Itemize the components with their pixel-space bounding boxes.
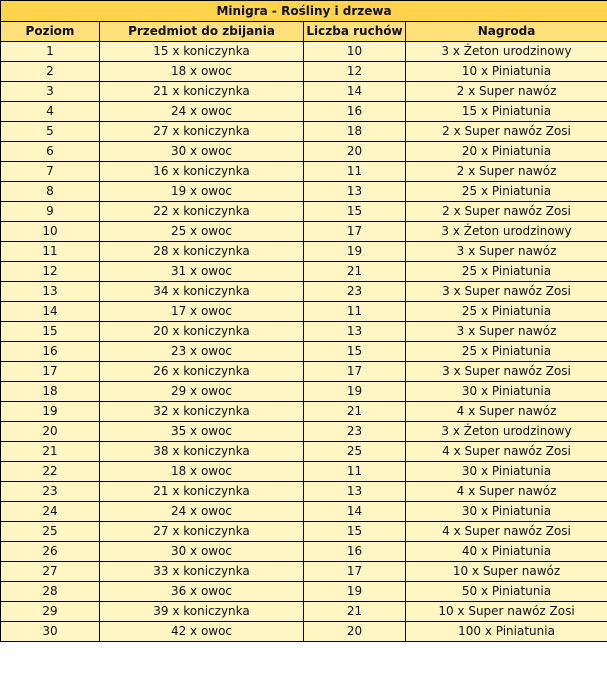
cell-item: 27 x koniczynka	[100, 522, 304, 542]
cell-reward: 3 x Żeton urodzinowy	[406, 222, 607, 242]
cell-level: 4	[1, 102, 100, 122]
table-row	[1, 222, 607, 242]
cell-item: 33 x koniczynka	[100, 562, 304, 582]
cell-reward: 30 x Piniatunia	[406, 462, 607, 482]
cell-reward: 25 x Piniatunia	[406, 262, 607, 282]
cell-reward: 10 x Super nawóz	[406, 562, 607, 582]
cell-level: 19	[1, 402, 100, 422]
cell-moves: 19	[304, 382, 406, 402]
cell-reward: 40 x Piniatunia	[406, 542, 607, 562]
cell-moves: 15	[304, 342, 406, 362]
cell-level: 27	[1, 562, 100, 582]
cell-reward: 3 x Żeton urodzinowy	[406, 422, 607, 442]
cell-item: 24 x owoc	[100, 502, 304, 522]
cell-moves: 16	[304, 542, 406, 562]
cell-item: 15 x koniczynka	[100, 42, 304, 62]
cell-level: 25	[1, 522, 100, 542]
cell-item: 18 x owoc	[100, 62, 304, 82]
cell-reward: 4 x Super nawóz	[406, 402, 607, 422]
cell-moves: 21	[304, 402, 406, 422]
table-row	[1, 622, 607, 642]
cell-reward: 2 x Super nawóz Zosi	[406, 122, 607, 142]
table-row	[1, 142, 607, 162]
cell-item: 23 x owoc	[100, 342, 304, 362]
table-row	[1, 202, 607, 222]
cell-reward: 25 x Piniatunia	[406, 182, 607, 202]
cell-level: 15	[1, 322, 100, 342]
table-row	[1, 262, 607, 282]
cell-reward: 3 x Żeton urodzinowy	[406, 42, 607, 62]
table-row	[1, 242, 607, 262]
table-body	[1, 42, 607, 642]
cell-moves: 10	[304, 42, 406, 62]
cell-moves: 18	[304, 122, 406, 142]
cell-level: 1	[1, 42, 100, 62]
cell-moves: 17	[304, 362, 406, 382]
cell-item: 39 x koniczynka	[100, 602, 304, 622]
cell-item: 27 x koniczynka	[100, 122, 304, 142]
cell-level: 24	[1, 502, 100, 522]
cell-item: 42 x owoc	[100, 622, 304, 642]
cell-level: 16	[1, 342, 100, 362]
cell-moves: 19	[304, 242, 406, 262]
cell-moves: 13	[304, 182, 406, 202]
cell-reward: 20 x Piniatunia	[406, 142, 607, 162]
cell-moves: 13	[304, 482, 406, 502]
cell-item: 30 x owoc	[100, 542, 304, 562]
cell-reward: 30 x Piniatunia	[406, 502, 607, 522]
cell-reward: 3 x Super nawóz Zosi	[406, 362, 607, 382]
cell-level: 13	[1, 282, 100, 302]
cell-level: 8	[1, 182, 100, 202]
cell-item: 32 x koniczynka	[100, 402, 304, 422]
cell-item: 26 x koniczynka	[100, 362, 304, 382]
table-row	[1, 102, 607, 122]
cell-moves: 21	[304, 262, 406, 282]
cell-item: 34 x koniczynka	[100, 282, 304, 302]
table-row	[1, 62, 607, 82]
header-row	[1, 22, 607, 42]
table-row	[1, 42, 607, 62]
cell-item: 19 x owoc	[100, 182, 304, 202]
cell-level: 10	[1, 222, 100, 242]
cell-moves: 13	[304, 322, 406, 342]
cell-reward: 25 x Piniatunia	[406, 342, 607, 362]
table-row	[1, 402, 607, 422]
cell-moves: 15	[304, 202, 406, 222]
table-title: Minigra - Rośliny i drzewa	[1, 1, 607, 22]
cell-moves: 14	[304, 82, 406, 102]
table-row	[1, 382, 607, 402]
cell-moves: 12	[304, 62, 406, 82]
cell-reward: 4 x Super nawóz Zosi	[406, 442, 607, 462]
cell-moves: 23	[304, 282, 406, 302]
table-row	[1, 282, 607, 302]
cell-item: 36 x owoc	[100, 582, 304, 602]
table-row	[1, 582, 607, 602]
cell-reward: 3 x Super nawóz	[406, 322, 607, 342]
cell-level: 28	[1, 582, 100, 602]
cell-moves: 17	[304, 222, 406, 242]
cell-reward: 10 x Super nawóz Zosi	[406, 602, 607, 622]
cell-item: 29 x owoc	[100, 382, 304, 402]
table-row	[1, 82, 607, 102]
table-row	[1, 422, 607, 442]
cell-level: 2	[1, 62, 100, 82]
cell-moves: 17	[304, 562, 406, 582]
cell-level: 9	[1, 202, 100, 222]
cell-moves: 25	[304, 442, 406, 462]
cell-moves: 21	[304, 602, 406, 622]
cell-item: 17 x owoc	[100, 302, 304, 322]
cell-reward: 4 x Super nawóz	[406, 482, 607, 502]
table-row	[1, 462, 607, 482]
table-row	[1, 122, 607, 142]
cell-moves: 20	[304, 142, 406, 162]
cell-item: 16 x koniczynka	[100, 162, 304, 182]
table-row	[1, 342, 607, 362]
cell-item: 21 x koniczynka	[100, 82, 304, 102]
table-row	[1, 442, 607, 462]
cell-level: 30	[1, 622, 100, 642]
table-row	[1, 502, 607, 522]
cell-item: 35 x owoc	[100, 422, 304, 442]
table-row	[1, 362, 607, 382]
cell-reward: 3 x Super nawóz Zosi	[406, 282, 607, 302]
cell-level: 5	[1, 122, 100, 142]
cell-reward: 15 x Piniatunia	[406, 102, 607, 122]
table-row	[1, 302, 607, 322]
cell-moves: 20	[304, 622, 406, 642]
table-row	[1, 162, 607, 182]
cell-reward: 100 x Piniatunia	[406, 622, 607, 642]
cell-level: 12	[1, 262, 100, 282]
table-row	[1, 562, 607, 582]
cell-moves: 11	[304, 302, 406, 322]
table-row	[1, 322, 607, 342]
cell-item: 25 x owoc	[100, 222, 304, 242]
cell-item: 24 x owoc	[100, 102, 304, 122]
cell-item: 20 x koniczynka	[100, 322, 304, 342]
column-header-reward: Nagroda	[406, 22, 607, 42]
cell-item: 28 x koniczynka	[100, 242, 304, 262]
column-header-item: Przedmiot do zbijania	[100, 22, 304, 42]
cell-moves: 23	[304, 422, 406, 442]
cell-moves: 15	[304, 522, 406, 542]
cell-reward: 25 x Piniatunia	[406, 302, 607, 322]
table-row	[1, 482, 607, 502]
cell-reward: 10 x Piniatunia	[406, 62, 607, 82]
cell-item: 31 x owoc	[100, 262, 304, 282]
table-row	[1, 522, 607, 542]
cell-moves: 16	[304, 102, 406, 122]
cell-level: 17	[1, 362, 100, 382]
cell-reward: 2 x Super nawóz Zosi	[406, 202, 607, 222]
cell-item: 22 x koniczynka	[100, 202, 304, 222]
cell-level: 11	[1, 242, 100, 262]
cell-level: 14	[1, 302, 100, 322]
cell-reward: 4 x Super nawóz Zosi	[406, 522, 607, 542]
cell-reward: 2 x Super nawóz	[406, 162, 607, 182]
table-row	[1, 602, 607, 622]
cell-item: 38 x koniczynka	[100, 442, 304, 462]
cell-level: 6	[1, 142, 100, 162]
cell-level: 18	[1, 382, 100, 402]
table-row	[1, 542, 607, 562]
cell-moves: 11	[304, 462, 406, 482]
cell-reward: 2 x Super nawóz	[406, 82, 607, 102]
title-row	[1, 1, 607, 22]
table-row	[1, 182, 607, 202]
cell-item: 21 x koniczynka	[100, 482, 304, 502]
cell-reward: 3 x Super nawóz	[406, 242, 607, 262]
cell-item: 30 x owoc	[100, 142, 304, 162]
cell-item: 18 x owoc	[100, 462, 304, 482]
cell-level: 7	[1, 162, 100, 182]
cell-moves: 14	[304, 502, 406, 522]
cell-level: 29	[1, 602, 100, 622]
cell-level: 22	[1, 462, 100, 482]
cell-level: 3	[1, 82, 100, 102]
cell-level: 20	[1, 422, 100, 442]
cell-level: 23	[1, 482, 100, 502]
column-header-moves: Liczba ruchów	[304, 22, 406, 42]
cell-reward: 50 x Piniatunia	[406, 582, 607, 602]
cell-reward: 30 x Piniatunia	[406, 382, 607, 402]
cell-moves: 11	[304, 162, 406, 182]
cell-level: 21	[1, 442, 100, 462]
cell-level: 26	[1, 542, 100, 562]
column-header-level: Poziom	[1, 22, 100, 42]
cell-moves: 19	[304, 582, 406, 602]
